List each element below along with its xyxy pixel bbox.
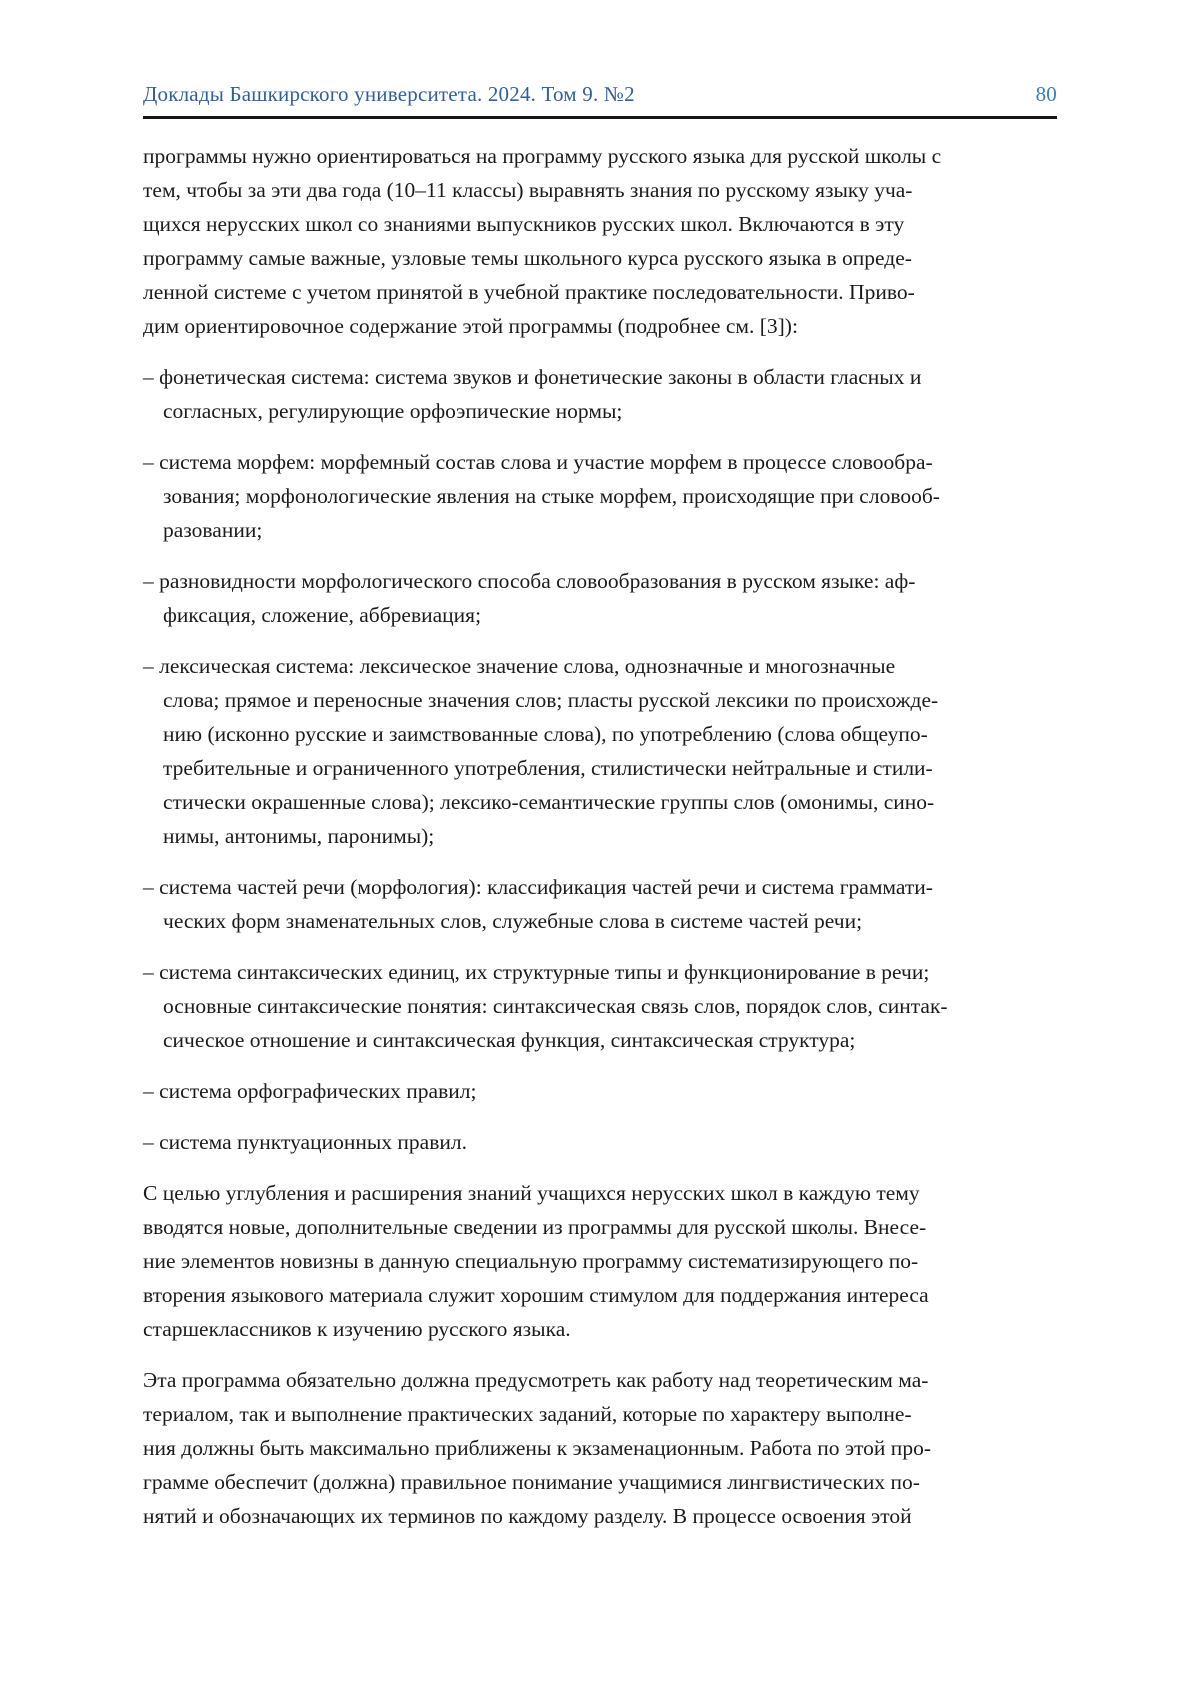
- journal-title: Доклады Башкирского университета. 2024. Том 9. №2: [143, 82, 635, 106]
- page-header: [143, 82, 1057, 106]
- list-item-lexical-system: – лексическая система: лексическое значение слова, однозначные и многозначные слова; прямое и переносные значения слов; пласты русской лексики по происхожде- нию (исконно русские и заимствованные слова), по употреблению (слова общеупо- требительные и ограниченного употребления, стилистически нейтральные и стили- стически окрашенные слова); лексико-семантические группы слов (омонимы, сино- нимы, антонимы, паронимы);: [143, 654, 939, 848]
- list-item-phonetic-system: – фонетическая система: система звуков и фонетические законы в области гласных и согласных, регулирующие орфоэпические нормы;: [143, 365, 922, 423]
- article-body: [143, 139, 1059, 1533]
- list-item-word-formation: – разновидности морфологического способа словообразования в русском языке: аф- фиксация, сложение, аббревиация;: [143, 569, 916, 627]
- list-item-morpheme-system: – система морфем: морфемный состав слова и участие морфем в процессе словообра- зования; морфонологические явления на стыке морфем, происходящие при словооб- разовании;: [143, 450, 940, 542]
- list-item-punctuation-rules: – система пунктуационных правил.: [143, 1130, 467, 1154]
- header-rule: [143, 116, 1057, 119]
- list-item-orthographic-rules: – система орфографических правил;: [143, 1079, 477, 1103]
- paragraph-program-requirements: Эта программа обязательно должна предусмотреть как работу над теоретическим ма- териалом, так и выполнение практических заданий, которые по характеру выполне- ния должны быть максимально приближены к экзаменационным. Работа по этой про- грамме обеспечит (должна) правильное понимание учащимися лингвистических по- нятий и обозначающих их терминов по каждому разделу. В процессе освоения этой: [143, 1368, 931, 1528]
- page-number: 80: [1035, 82, 1057, 106]
- list-item-parts-of-speech: – система частей речи (морфология): классификация частей речи и система граммати- ческих форм знаменательных слов, служебные слова в системе частей речи;: [143, 875, 933, 933]
- paragraph-intro: программы нужно ориентироваться на программу русского языка для русской школы с тем, чтобы за эти два года (10–11 классы) выравнять знания по русскому языку уча- щихся нерусских школ со знаниями выпускников русских школ. Включаются в эту программу самые важные, узловые темы школьного курса русского языка в опреде- ленной системе с учетом принятой в учебной практике последовательности. Приво- дим ориентировочное содержание этой программы (подробнее см. [3]):: [143, 144, 942, 338]
- paragraph-goal: С целью углубления и расширения знаний учащихся нерусских школ в каждую тему вводятся новые, дополнительные сведении из программы для русской школы. Внесе- ние элементов новизны в данную специальную программу систематизирующего по- вторения языкового материала служит хорошим стимулом для поддержания интереса старшеклассников к изучению русского языка.: [143, 1181, 929, 1341]
- list-item-syntactic-units: – система синтаксических единиц, их структурные типы и функционирование в речи; основные синтаксические понятия: синтаксическая связь слов, порядок слов, синтак- сическое отношение и синтаксическая функция, синтаксическая структура;: [143, 960, 948, 1052]
